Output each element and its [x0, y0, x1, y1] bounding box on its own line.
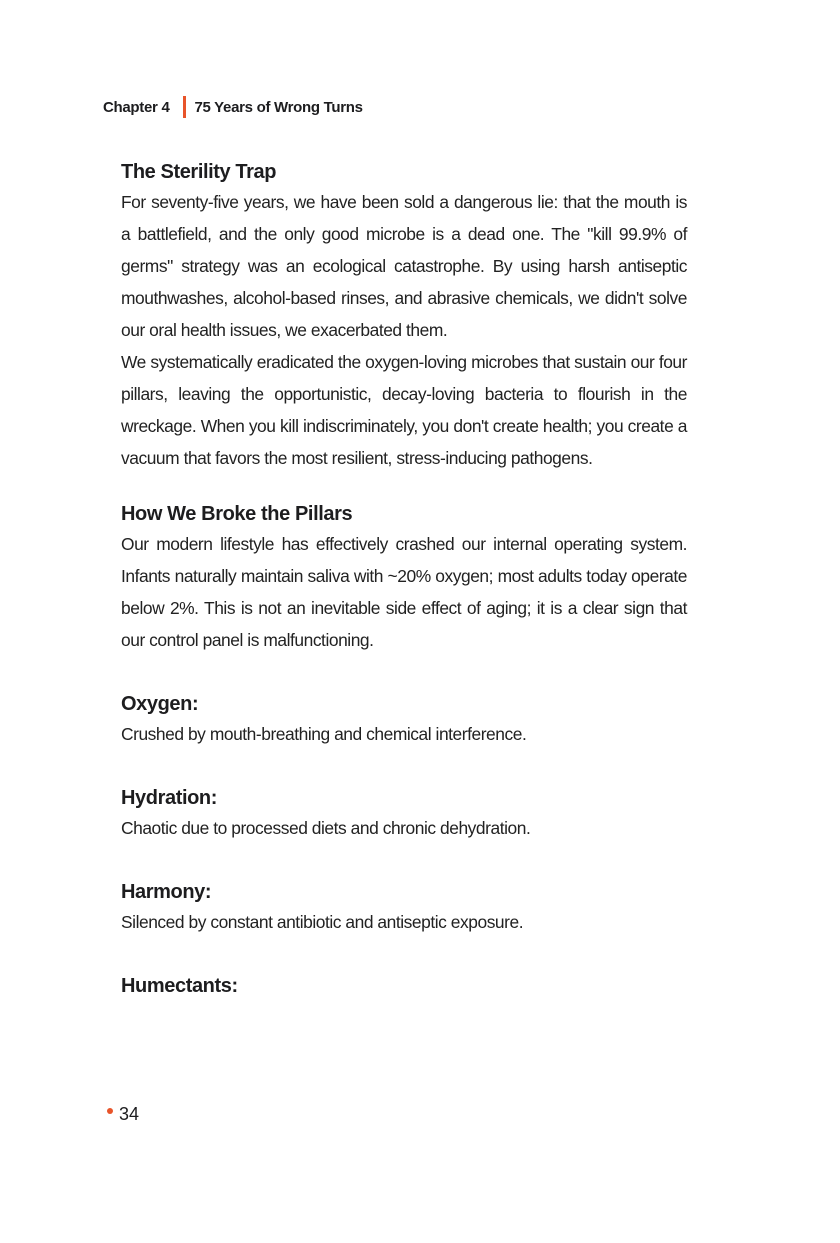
running-head: [103, 96, 363, 118]
page-number: [107, 1104, 139, 1125]
pillar-description-oxygen: Crushed by mouth-breathing and chemical interference.: [121, 724, 527, 744]
page-content: [121, 158, 687, 1000]
header-divider: [183, 96, 186, 118]
section-title-sterility-trap: The Sterility Trap: [121, 161, 277, 183]
chapter-title: 75 Years of Wrong Turns: [194, 98, 363, 116]
body-paragraph: We systematically eradicated the oxygen-loving microbes that sustain our four pillars, leaving the opportunistic, decay-loving bacteria to flourish in the wreckage. When you kill indiscriminately, you don't create health; you create a vacuum that favors the most resilient, stress-inducing pathogens.: [121, 352, 687, 468]
pillar-title-hydration: Hydration:: [121, 787, 218, 809]
body-paragraph: For seventy-five years, we have been sold a dangerous lie: that the mouth is a battlefield, and the only good microbe is a dead one. The "kill 99.9% of germs" strategy was an ecological catastrophe. By using harsh antiseptic mouthwashes, alcohol-based rinses, and abrasive chemicals, we didn't solve our oral health issues, we exacerbated them.: [121, 192, 687, 340]
pillar-title-harmony: Harmony:: [121, 881, 212, 903]
page-number-text: 34: [119, 1104, 140, 1124]
pillar-description-harmony: Silenced by constant antibiotic and antiseptic exposure.: [121, 912, 524, 932]
section-title-broke-pillars: How We Broke the Pillars: [121, 503, 353, 525]
pillar-title-oxygen: Oxygen:: [121, 693, 199, 715]
bullet-dot-icon: [107, 1108, 113, 1114]
chapter-label: Chapter 4: [103, 98, 170, 116]
body-paragraph: Our modern lifestyle has effectively crashed our internal operating system. Infants naturally maintain saliva with ~20% oxygen; most adults today operate below 2%. This is not an inevitable side effect of aging; it is a clear sign that our control panel is malfunctioning.: [121, 534, 687, 650]
pillar-title-humectants: Humectants:: [121, 975, 238, 997]
pillar-description-hydration: Chaotic due to processed diets and chronic dehydration.: [121, 818, 531, 838]
